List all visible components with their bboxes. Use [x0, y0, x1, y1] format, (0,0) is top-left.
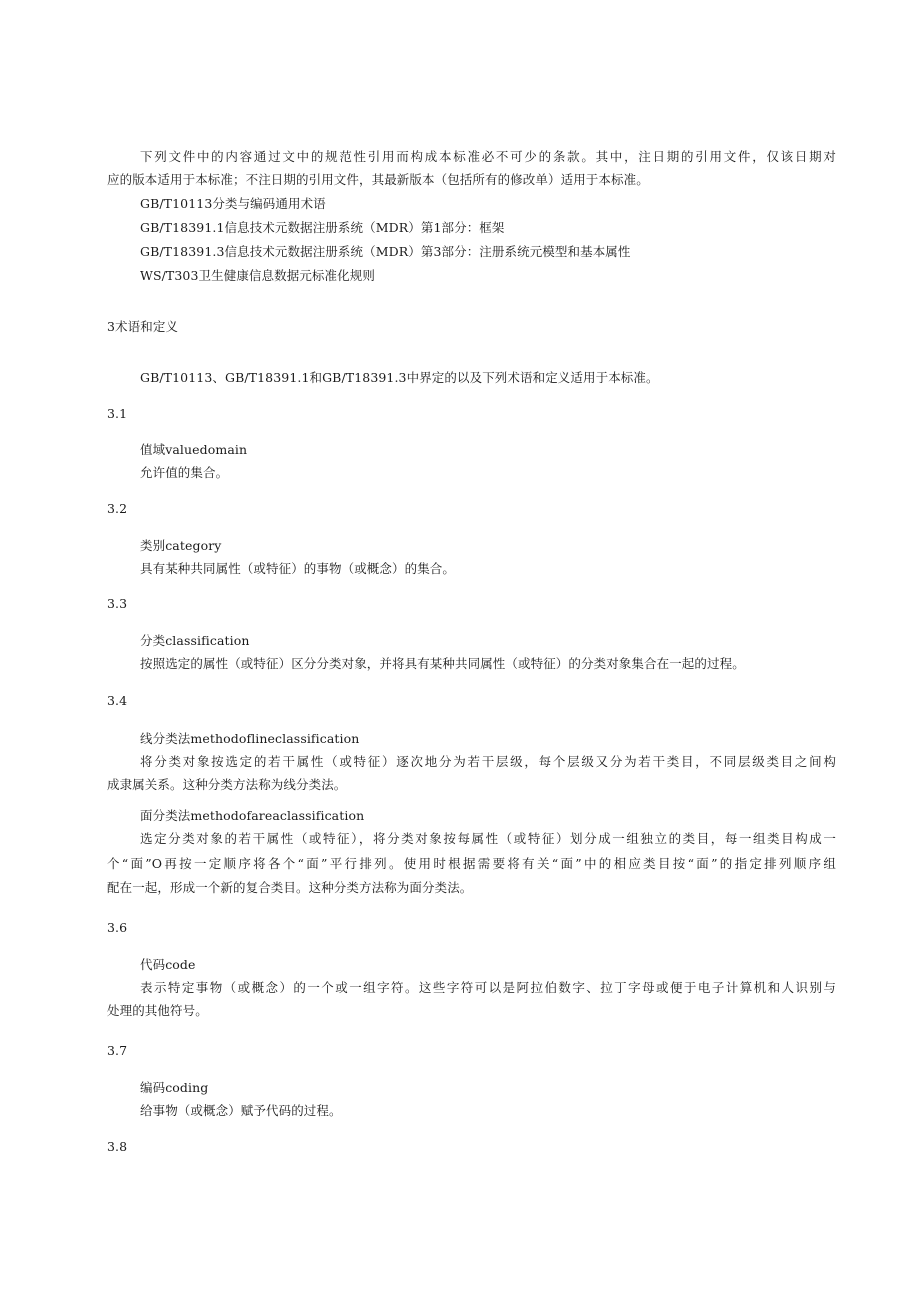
term-number: 3.1 — [107, 406, 128, 421]
term-number: 3.8 — [107, 1139, 128, 1154]
term-definition: 允许值的集合。 — [140, 465, 229, 480]
term-number: 3.6 — [107, 920, 128, 935]
term-number: 3.2 — [107, 501, 128, 516]
reference-item: WS/T303卫生健康信息数据元标准化规则 — [140, 268, 375, 283]
reference-item: GB/T18391.1信息技术元数据注册系统（MDR）第1部分：框架 — [140, 220, 505, 235]
term-title: 分类classification — [140, 633, 250, 648]
reference-item: GB/T18391.3信息技术元数据注册系统（MDR）第3部分：注册系统元模型和基本属性 — [140, 244, 631, 259]
term-number: 3.3 — [107, 596, 128, 611]
term-title: 类别category — [140, 538, 222, 553]
term-definition: 将分类对象按选定的若干属性（或特征）逐次地分为若干层级，每个层级又分为若干类目，不同层级类目之间构 — [140, 754, 836, 769]
term-definition: 按照选定的属性（或特征）区分分类对象，并将具有某种共同属性（或特征）的分类对象集合在一起的过程。 — [140, 656, 745, 671]
term-title: 线分类法methodoflineclassification — [140, 731, 360, 746]
term-definition: 成隶属关系。这种分类方法称为线分类法。 — [107, 777, 347, 792]
reference-item: GB/T10113分类与编码通用术语 — [140, 196, 326, 211]
section-intro: GB/T10113、GB/T18391.1和GB/T18391.3中界定的以及下列术语和定义适用于本标准。 — [140, 370, 659, 385]
term-number: 3.4 — [107, 693, 128, 708]
term-number: 3.7 — [107, 1043, 128, 1058]
term-title: 面分类法methodofareaclassification — [140, 808, 365, 823]
normative-intro-line-2: 应的版本适用于本标准；不注日期的引用文件，其最新版本（包括所有的修改单）适用于本标准。 — [107, 172, 649, 187]
section-heading: 3术语和定义 — [107, 319, 179, 334]
term-definition: 具有某种共同属性（或特征）的事物（或概念）的集合。 — [140, 561, 456, 576]
term-title: 值域valuedomain — [140, 442, 248, 457]
term-definition: 配在一起，形成一个新的复合类目。这种分类方法称为面分类法。 — [107, 880, 473, 895]
term-definition: 选定分类对象的若干属性（或特征），将分类对象按每属性（或特征）划分成一组独立的类目，每一组类目构成一 — [140, 831, 836, 846]
term-definition: 表示特定事物（或概念）的一个或一组字符。这些字符可以是阿拉伯数字、拉丁字母或便于电子计算机和人识别与 — [140, 980, 836, 995]
term-definition: 处理的其他符号。 — [107, 1003, 208, 1018]
term-definition: 个“面”O再按一定顺序将各个“面”平行排列。使用时根据需要将有关“面”中的相应类目按“面”的指定排列顺序组 — [107, 856, 836, 871]
normative-intro-line-1: 下列文件中的内容通过文中的规范性引用而构成本标准必不可少的条款。其中，注日期的引用文件，仅该日期对 — [140, 149, 836, 164]
term-title: 编码coding — [140, 1080, 209, 1095]
term-definition: 给事物（或概念）赋予代码的过程。 — [140, 1103, 342, 1118]
term-title: 代码code — [140, 957, 196, 972]
